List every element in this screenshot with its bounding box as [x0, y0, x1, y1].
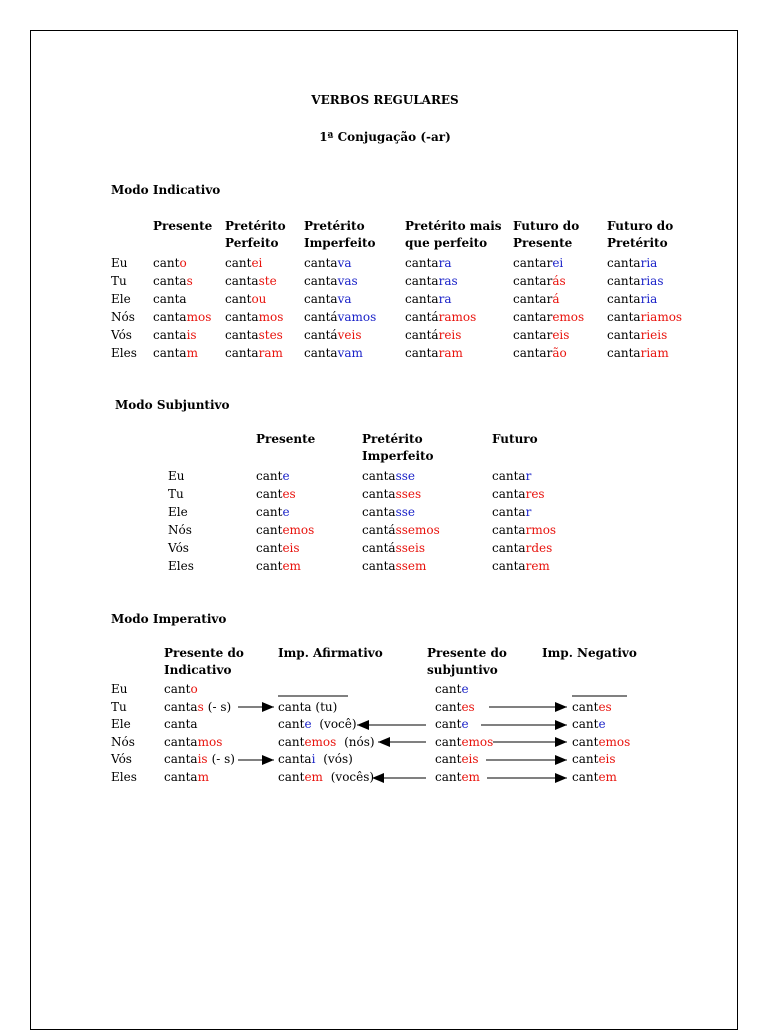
person-label: Ele [168, 505, 188, 519]
verb-form [572, 698, 612, 716]
arrow-right-arrowhead-icon [262, 702, 274, 712]
verb-ending: is [186, 328, 197, 342]
verb-stem: cant [435, 734, 462, 749]
verb-form [572, 750, 616, 768]
verb-form [256, 521, 314, 539]
verb-stem: canta [153, 292, 187, 306]
verb-form [225, 290, 266, 308]
verb-stem: cant [572, 699, 599, 714]
verb-form [278, 715, 357, 733]
verb-ending: ou [251, 292, 267, 306]
verb-form [607, 290, 657, 308]
verb-ending: va [337, 256, 352, 270]
page-title: VERBOS REGULARES [311, 93, 459, 107]
verb-ending: m [197, 770, 209, 784]
verb-form [278, 698, 337, 716]
verb-form [492, 503, 531, 521]
verb-stem: canta [607, 310, 641, 324]
verb-note: (você) [315, 717, 357, 732]
verb-stem: cant [256, 469, 283, 483]
verb-form [572, 768, 617, 786]
verb-form [164, 680, 198, 698]
arrow-left-arrowhead-icon [357, 720, 369, 730]
verb-note: (vós) [319, 752, 353, 767]
verb-ending: ssem [395, 559, 427, 573]
verb-form [435, 750, 479, 768]
indicativo-col-header: Pretérito mais [405, 219, 502, 233]
verb-stem: cant [572, 770, 599, 784]
verb-form [607, 272, 663, 290]
verb-form [304, 290, 352, 308]
verb-stem: canta [492, 505, 526, 519]
verb-form [405, 326, 461, 344]
indicativo-heading: Modo Indicativo [111, 183, 221, 197]
verb-form [572, 715, 606, 733]
verb-ending: riam [640, 346, 669, 360]
verb-ending: res [525, 487, 545, 501]
verb-ending: ra [438, 256, 452, 270]
verb-form [362, 467, 415, 485]
indicativo-col-header: Presente [513, 236, 573, 250]
person-label: Ele [111, 292, 131, 306]
verb-form [256, 485, 296, 503]
verb-form [362, 539, 425, 557]
verb-form [405, 290, 451, 308]
verb-form [304, 344, 363, 362]
verb-stem: cant [278, 717, 305, 732]
verb-ending: vas [337, 274, 358, 288]
person-label: Ele [111, 717, 131, 732]
verb-ending: e [461, 717, 469, 732]
verb-ending: ssemos [395, 523, 440, 537]
verb-form [164, 750, 235, 768]
verb-form [435, 680, 469, 698]
verb-ending: e [282, 505, 290, 519]
verb-ending: es [598, 699, 612, 714]
verb-stem: cant [572, 734, 599, 749]
person-label: Nós [111, 734, 135, 749]
verb-stem: canta [304, 256, 338, 270]
verb-ending: es [461, 699, 475, 714]
verb-stem: canta [164, 734, 198, 749]
verb-form [492, 467, 531, 485]
verb-ending: vam [337, 346, 363, 360]
verb-stem: canta [304, 274, 338, 288]
subjuntivo-col-header: Imperfeito [362, 449, 434, 463]
verb-form [513, 272, 566, 290]
verb-ending: em [282, 559, 301, 573]
verb-stem: cant [256, 559, 283, 573]
arrow-right-arrowhead-icon [555, 773, 567, 783]
verb-stem: canta [362, 559, 396, 573]
verb-form [278, 768, 374, 786]
verb-stem: cant [153, 256, 180, 270]
verb-stem: cantá [405, 328, 439, 342]
verb-note: (- s) [207, 699, 232, 714]
person-label: Eu [168, 469, 185, 483]
verb-stem: canta [492, 469, 526, 483]
person-label: Tu [168, 487, 184, 501]
verb-stem: cantá [362, 523, 396, 537]
verb-ending: emos [282, 523, 315, 537]
verb-stem: canta [405, 346, 439, 360]
verb-form [256, 467, 290, 485]
verb-form [304, 254, 352, 272]
verb-ending: ramos [438, 310, 477, 324]
arrow-right-arrowhead-icon [555, 702, 567, 712]
person-label: Eles [111, 346, 137, 360]
verb-form [513, 344, 567, 362]
indicativo-col-header: Perfeito [225, 236, 279, 250]
person-label: Tu [111, 274, 127, 288]
verb-ending: e [598, 717, 606, 732]
verb-ending: ão [552, 346, 567, 360]
verb-form [278, 733, 375, 751]
verb-note: (nós) [340, 734, 375, 749]
verb-ending: m [186, 346, 198, 360]
verb-stem: canta [607, 292, 641, 306]
verb-stem: cantar [513, 292, 553, 306]
verb-form [153, 272, 193, 290]
verb-ending: sse [395, 505, 416, 519]
verb-form [492, 539, 552, 557]
verb-ending: riamos [640, 310, 683, 324]
verb-stem: canta [492, 523, 526, 537]
verb-stem: canta [153, 274, 187, 288]
verb-ending: ás [552, 274, 566, 288]
verb-form [513, 290, 559, 308]
verb-ending: emos [304, 734, 337, 749]
verb-stem: cant [164, 682, 191, 696]
indicativo-col-header: Imperfeito [304, 236, 376, 250]
verb-ending: mos [197, 734, 223, 749]
person-label: Eu [111, 682, 128, 696]
page-subtitle: 1ª Conjugação (-ar) [319, 130, 451, 144]
verb-ending: sseis [395, 541, 426, 555]
verb-stem: cant [435, 682, 462, 696]
verb-stem: cant [278, 770, 305, 784]
indicativo-col-header: Pretérito [607, 236, 668, 250]
verb-form [225, 272, 277, 290]
verb-stem: canta [225, 274, 259, 288]
verb-form [304, 272, 358, 290]
verb-form [513, 326, 569, 344]
verb-stem: canta [405, 274, 439, 288]
arrow-right-arrowhead-icon [555, 737, 567, 747]
verb-ending: sses [395, 487, 422, 501]
verb-stem: cantá [405, 310, 439, 324]
verb-ending: ei [552, 256, 564, 270]
verb-stem: canta [405, 256, 439, 270]
indicativo-col-header: que perfeito [405, 236, 488, 250]
verb-ending: ria [640, 256, 658, 270]
verb-ending: mos [258, 310, 284, 324]
verb-ending: em [598, 770, 617, 784]
verb-ending: eis [282, 541, 300, 555]
verb-form [153, 326, 197, 344]
verb-form [164, 698, 231, 716]
verb-form [225, 308, 283, 326]
verb-stem: canta [304, 292, 338, 306]
imperativo-col-header: Presente do [427, 646, 507, 660]
verb-ending: s [186, 274, 193, 288]
verb-ending: ra [438, 292, 452, 306]
verb-form [362, 521, 440, 539]
arrow-right-arrowhead-icon [555, 720, 567, 730]
verb-note: (- s) [211, 752, 235, 767]
verb-form [572, 733, 630, 751]
verb-form [225, 326, 283, 344]
verb-stem: cant [435, 770, 462, 784]
verb-form [405, 344, 463, 362]
subjuntivo-col-header: Pretérito [362, 432, 423, 446]
verb-ending: emos [552, 310, 585, 324]
verb-form [405, 272, 458, 290]
verb-form [435, 733, 493, 751]
verb-ending: ras [438, 274, 458, 288]
imperativo-col-header: subjuntivo [427, 663, 498, 677]
verb-form [607, 344, 669, 362]
verb-form [153, 344, 198, 362]
verb-ending: veis [337, 328, 362, 342]
verb-stem: canta [153, 310, 187, 324]
person-label: Eu [111, 256, 128, 270]
subjuntivo-col-header: Presente [256, 432, 316, 446]
verb-stem: cantar [513, 328, 553, 342]
verb-form [607, 254, 657, 272]
verb-ending: eis [461, 752, 479, 767]
verb-ending: o [190, 682, 198, 696]
verb-ending: e [304, 717, 312, 732]
verb-ending: ste [258, 274, 277, 288]
verb-stem: canta [607, 346, 641, 360]
imperativo-col-header: Presente do [164, 646, 244, 660]
verb-stem: canta [607, 328, 641, 342]
verb-stem: cantar [513, 274, 553, 288]
verb-stem: cantá [304, 328, 338, 342]
verb-stem: cantar [513, 310, 553, 324]
verb-ending: vamos [337, 310, 377, 324]
verb-ending: va [337, 292, 352, 306]
verb-form [435, 698, 475, 716]
verb-stem: canta [304, 346, 338, 360]
verb-form [164, 768, 209, 786]
verb-stem: canta [607, 256, 641, 270]
verb-ending: rdes [525, 541, 553, 555]
verb-stem: cantá [304, 310, 338, 324]
verb-stem: cant [435, 699, 462, 714]
verb-ending: mos [186, 310, 212, 324]
verb-ending: es [282, 487, 296, 501]
verb-stem: cant [435, 752, 462, 767]
verb-ending: s [197, 699, 204, 714]
subjuntivo-col-header: Futuro [492, 432, 538, 446]
verb-ending: emos [598, 734, 631, 749]
verb-ending: rieis [640, 328, 668, 342]
indicativo-col-header: Futuro do [513, 219, 580, 233]
verb-stem: canta [607, 274, 641, 288]
verb-stem: cant [225, 292, 252, 306]
verb-form [513, 308, 584, 326]
person-label: Vós [168, 541, 189, 555]
verb-stem: canta [225, 310, 259, 324]
verb-stem: cantar [513, 346, 553, 360]
indicativo-col-header: Futuro do [607, 219, 674, 233]
verb-form [164, 715, 198, 733]
verb-stem: canta [362, 487, 396, 501]
verb-ending: ram [258, 346, 283, 360]
verb-form [513, 254, 563, 272]
verb-form [153, 290, 187, 308]
verb-form [153, 308, 211, 326]
verb-ending: eis [598, 752, 616, 767]
verb-stem: canta [225, 346, 259, 360]
imperativo-col-header: Indicativo [164, 663, 232, 677]
verb-stem: canta [492, 559, 526, 573]
verb-form [435, 715, 469, 733]
verb-ending: rem [525, 559, 550, 573]
verb-note: (vocês) [326, 770, 375, 784]
verb-stem: canta [164, 770, 198, 784]
verb-ending: is [197, 752, 208, 767]
subjuntivo-heading: Modo Subjuntivo [115, 398, 230, 412]
verb-ending: á [552, 292, 560, 306]
person-label: Nós [111, 310, 135, 324]
verb-form [256, 503, 290, 521]
verb-ending: r [525, 505, 532, 519]
verb-stem: cant [256, 505, 283, 519]
verb-stem: canta [278, 752, 312, 767]
verb-ending: em [461, 770, 480, 784]
verb-form [304, 326, 361, 344]
verb-ending: em [304, 770, 323, 784]
imperativo-col-header: Imp. Negativo [542, 646, 637, 660]
imperativo-heading: Modo Imperativo [111, 612, 227, 626]
verb-stem: canta [153, 328, 187, 342]
verb-stem: canta [492, 541, 526, 555]
arrow-left-arrowhead-icon [378, 737, 390, 747]
document-page [30, 30, 738, 1030]
verb-ending: e [461, 682, 469, 696]
verb-stem: canta (tu) [278, 699, 338, 714]
verb-stem: cantar [513, 256, 553, 270]
person-label: Tu [111, 699, 127, 714]
verb-stem: cant [572, 752, 599, 767]
verb-form [304, 308, 376, 326]
verb-form [405, 308, 476, 326]
verb-ending: rias [640, 274, 664, 288]
verb-stem: cant [256, 523, 283, 537]
verb-stem: canta [164, 752, 198, 767]
verb-form [607, 308, 682, 326]
verb-form [362, 485, 421, 503]
verb-form [164, 733, 222, 751]
verb-form [256, 539, 300, 557]
verb-ending: ram [438, 346, 463, 360]
verb-stem: canta [492, 487, 526, 501]
verb-ending: r [525, 469, 532, 483]
verb-ending: o [179, 256, 187, 270]
verb-form [225, 344, 283, 362]
verb-ending: ria [640, 292, 658, 306]
verb-stem: cant [572, 717, 599, 732]
indicativo-col-header: Pretérito [225, 219, 286, 233]
verb-form [405, 254, 451, 272]
verb-ending: ei [251, 256, 263, 270]
verb-form [256, 557, 301, 575]
verb-stem: canta [405, 292, 439, 306]
verb-form [362, 557, 426, 575]
verb-stem: canta [164, 699, 198, 714]
verb-form [362, 503, 415, 521]
verb-stem: cant [256, 541, 283, 555]
person-label: Nós [168, 523, 192, 537]
verb-form [225, 254, 262, 272]
arrow-right-arrowhead-icon [555, 755, 567, 765]
verb-ending: rmos [525, 523, 557, 537]
person-label: Eles [111, 770, 137, 784]
verb-stem: canta [362, 505, 396, 519]
verb-stem: cant [435, 717, 462, 732]
verb-ending: stes [258, 328, 283, 342]
person-label: Vós [111, 328, 132, 342]
verb-stem: cantá [362, 541, 396, 555]
verb-ending: eis [552, 328, 570, 342]
verb-ending: i [311, 752, 316, 767]
verb-ending: e [282, 469, 290, 483]
verb-form [435, 768, 480, 786]
indicativo-col-header: Pretérito [304, 219, 365, 233]
verb-ending: reis [438, 328, 462, 342]
verb-stem: canta [164, 717, 198, 732]
verb-stem: canta [153, 346, 187, 360]
verb-form [492, 557, 550, 575]
verb-stem: cant [256, 487, 283, 501]
verb-stem: canta [362, 469, 396, 483]
verb-form [492, 521, 556, 539]
verb-form [153, 254, 187, 272]
imperativo-col-header: Imp. Afirmativo [278, 646, 383, 660]
verb-ending: emos [461, 734, 494, 749]
verb-form [278, 750, 353, 768]
person-label: Vós [111, 752, 132, 767]
indicativo-col-header: Presente [153, 219, 213, 233]
verb-stem: canta [225, 328, 259, 342]
verb-form [607, 326, 667, 344]
verb-stem: cant [225, 256, 252, 270]
person-label: Eles [168, 559, 194, 573]
verb-stem: cant [278, 734, 305, 749]
verb-ending: sse [395, 469, 416, 483]
verb-form [492, 485, 545, 503]
arrow-right-arrowhead-icon [262, 755, 274, 765]
